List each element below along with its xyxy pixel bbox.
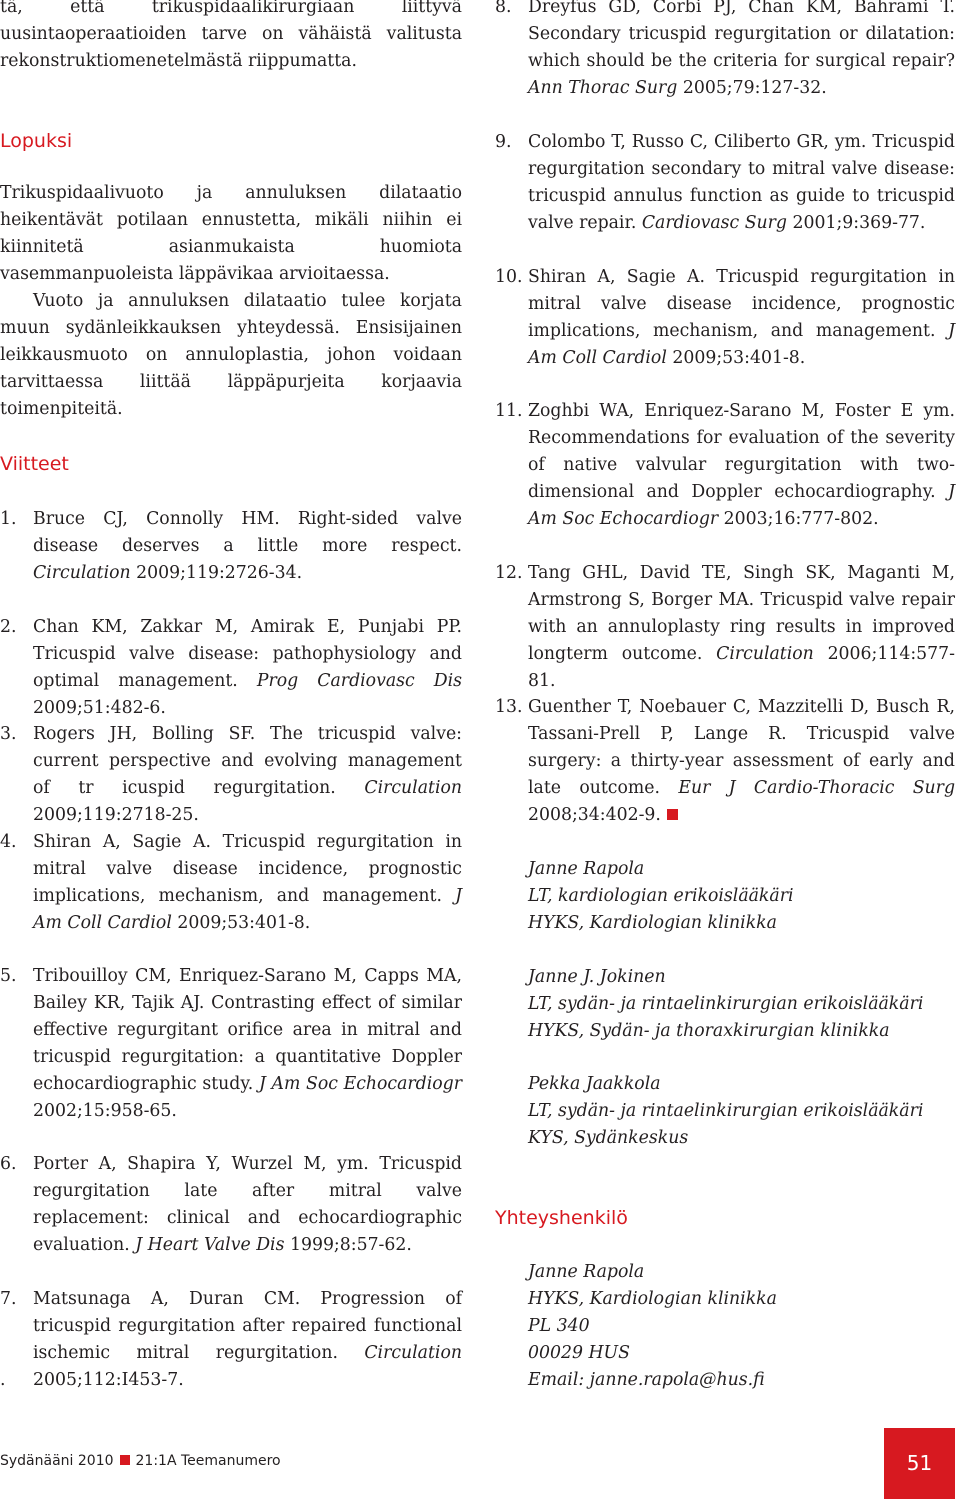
section-heading-contact: Yhteyshenkilö: [495, 1207, 628, 1229]
page-footer: [0, 1448, 281, 1474]
reference-item: 2. Chan KM, Zakkar M, Amirak E, Punjabi PP. Tricuspid valve disease: pathophysiology and optimal management. Prog Cardiovasc Dis 2009;51:482-6.: [0, 614, 462, 722]
reference-item: 1. Bruce CJ, Connolly HM. Right-sided valve disease deserves a little more respect. Circulation 2009;119:2726-34.: [0, 506, 462, 587]
lopuksi-paragraph-2: Vuoto ja annuluksen dilataatio tulee korjata muun sydänleikkauksen yhteydessä. Ensisijainen leikkausmuoto on annuloplastia, johon voidaan tarvittaessa liittää läppäpurjeita korjaavia toimenpiteitä.: [0, 291, 462, 419]
lopuksi-paragraph-1: Trikuspidaalivuoto ja annuluksen dilataatio heikentävät potilaan ennustetta, mikäli niihin ei kiinnitetä asianmukaista huomiota vasemmanpuoleista läppävikaa arvioitaessa.: [0, 183, 462, 284]
separator-square-icon: [120, 1455, 130, 1465]
author-block: [528, 856, 794, 937]
contact-address: PL 340: [528, 1316, 590, 1336]
section-heading-viitteet: Viitteet: [0, 453, 69, 475]
section-heading-lopuksi: Lopuksi: [0, 130, 73, 152]
reference-item: 3. Rogers JH, Bolling SF. The tricuspid valve: current perspective and evolving management of tr icuspid regurgitation. Circulation 2009;119:2718-25.: [0, 721, 462, 829]
reference-number: 2.: [0, 617, 17, 637]
reference-number: 10.: [495, 267, 523, 287]
reference-item: 10. Shiran A, Sagie A. Tricuspid regurgitation in mitral valve disease incidence, prognostic implications, mechanism, and management. J Am Coll Cardiol 2009;53:401-8.: [495, 264, 955, 372]
author-block: [528, 1071, 923, 1152]
reference-number: 9.: [495, 132, 512, 152]
reference-number: 8.: [495, 0, 512, 17]
issue-name: 21:1A Teemanumero: [135, 1453, 281, 1469]
reference-item: 9. Colombo T, Russo C, Ciliberto GR, ym. Tricuspid regurgitation secondary to mitral valve disease: tricuspid annulus function as guide to tricuspid valve repair. Cardiovasc Surg 2001;9:369-77.: [495, 129, 955, 237]
reference-item: 11. Zoghbi WA, Enriquez-Sarano M, Foster E ym. Recommendations for evaluation of the severity of native valvular regurgitation with two-dimensional and Doppler echocardiography. J Am Soc Echocardiogr 2003;16:777-802.: [495, 398, 955, 533]
author-title: LT, sydän- ja rintaelinkirurgian erikoislääkäri: [528, 1101, 924, 1121]
author-name: Janne J. Jokinen: [528, 967, 666, 987]
reference-number: 11.: [495, 401, 523, 421]
author-unit: KYS, Sydänkeskus: [528, 1128, 689, 1148]
reference-number: 13.: [495, 697, 523, 717]
reference-number: 5.: [0, 966, 17, 986]
reference-item: 4. Shiran A, Sagie A. Tricuspid regurgitation in mitral valve disease incidence, prognostic implications, mechanism, and management. J Am Coll Cardiol 2009;53:401-8.: [0, 829, 462, 937]
contact-email[interactable]: Email: janne.rapola@hus.fi: [528, 1370, 765, 1390]
author-title: LT, sydän- ja rintaelinkirurgian erikoislääkäri: [528, 994, 924, 1014]
reference-item: 8. Dreyfus GD, Corbi PJ, Chan KM, Bahrami T. Secondary tricuspid regurgitation or dilatation: which should be the criteria for surgical repair? Ann Thorac Surg 2005;79:127-32.: [495, 0, 955, 102]
reference-number: 12.: [495, 563, 523, 583]
author-block: [528, 964, 923, 1045]
reference-item: 13. Guenther T, Noebauer C, Mazzitelli D, Busch R, Tassani-Prell P, Lange R. Tricuspid valve surgery: a thirty-year assessment of early and late outcome. Eur J Cardio-Thoracic Surg 2008;34:402-9.: [495, 694, 955, 829]
author-unit: HYKS, Kardiologian klinikka: [528, 913, 777, 933]
end-mark-icon: [667, 809, 678, 820]
contact-postcode: 00029 HUS: [528, 1343, 630, 1363]
contact-unit: HYKS, Kardiologian klinikka: [528, 1289, 777, 1309]
author-unit: HYKS, Sydän- ja thoraxkirurgian klinikka: [528, 1021, 890, 1041]
reference-number: 6.: [0, 1154, 17, 1174]
stray-dot: .: [0, 1370, 6, 1390]
reference-number: 3.: [0, 724, 17, 744]
author-name: Janne Rapola: [528, 859, 645, 879]
reference-item: 5. Tribouilloy CM, Enriquez-Sarano M, Capps MA, Bailey KR, Tajik AJ. Contrasting effect of similar effective regurgitant orifice area in mitral and tricuspid regurgitation: a quantitative Doppler echocardiographic study. J Am Soc Echocardiogr 2002;15:958-65.: [0, 963, 462, 1125]
author-name: Pekka Jaakkola: [528, 1074, 661, 1094]
publication-name: Sydänääni 2010: [0, 1453, 114, 1469]
reference-item: 7. Matsunaga A, Duran CM. Progression of tricuspid regurgitation after repaired functional ischemic mitral regurgitation. Circulation 2005;112:I453-7.: [0, 1286, 462, 1394]
reference-number: 4.: [0, 832, 17, 852]
page-number: 51: [906, 1451, 933, 1475]
contact-name: Janne Rapola: [528, 1262, 645, 1282]
reference-item: 6. Porter A, Shapira Y, Wurzel M, ym. Tricuspid regurgitation late after mitral valve replacement: clinical and echocardiographic evaluation. J Heart Valve Dis 1999;8:57-62.: [0, 1151, 462, 1259]
intro-paragraph: tä, että trikuspidaalikirurgiaan liittyvä uusintaoperaatioiden tarve on vähäistä valitusta rekonstruktiomenetelmästä riippumatta.: [0, 0, 462, 71]
reference-number: 1.: [0, 509, 17, 529]
reference-number: 7.: [0, 1289, 17, 1309]
author-title: LT, kardiologian erikoislääkäri: [528, 886, 794, 906]
contact-block: [528, 1259, 777, 1394]
page-number-box: [884, 1428, 955, 1499]
reference-item: 12. Tang GHL, David TE, Singh SK, Maganti M, Armstrong S, Borger MA. Tricuspid valve repair with an annuloplasty ring results in improved longterm outcome. Circulation 2006;114:577-81.: [495, 560, 955, 695]
